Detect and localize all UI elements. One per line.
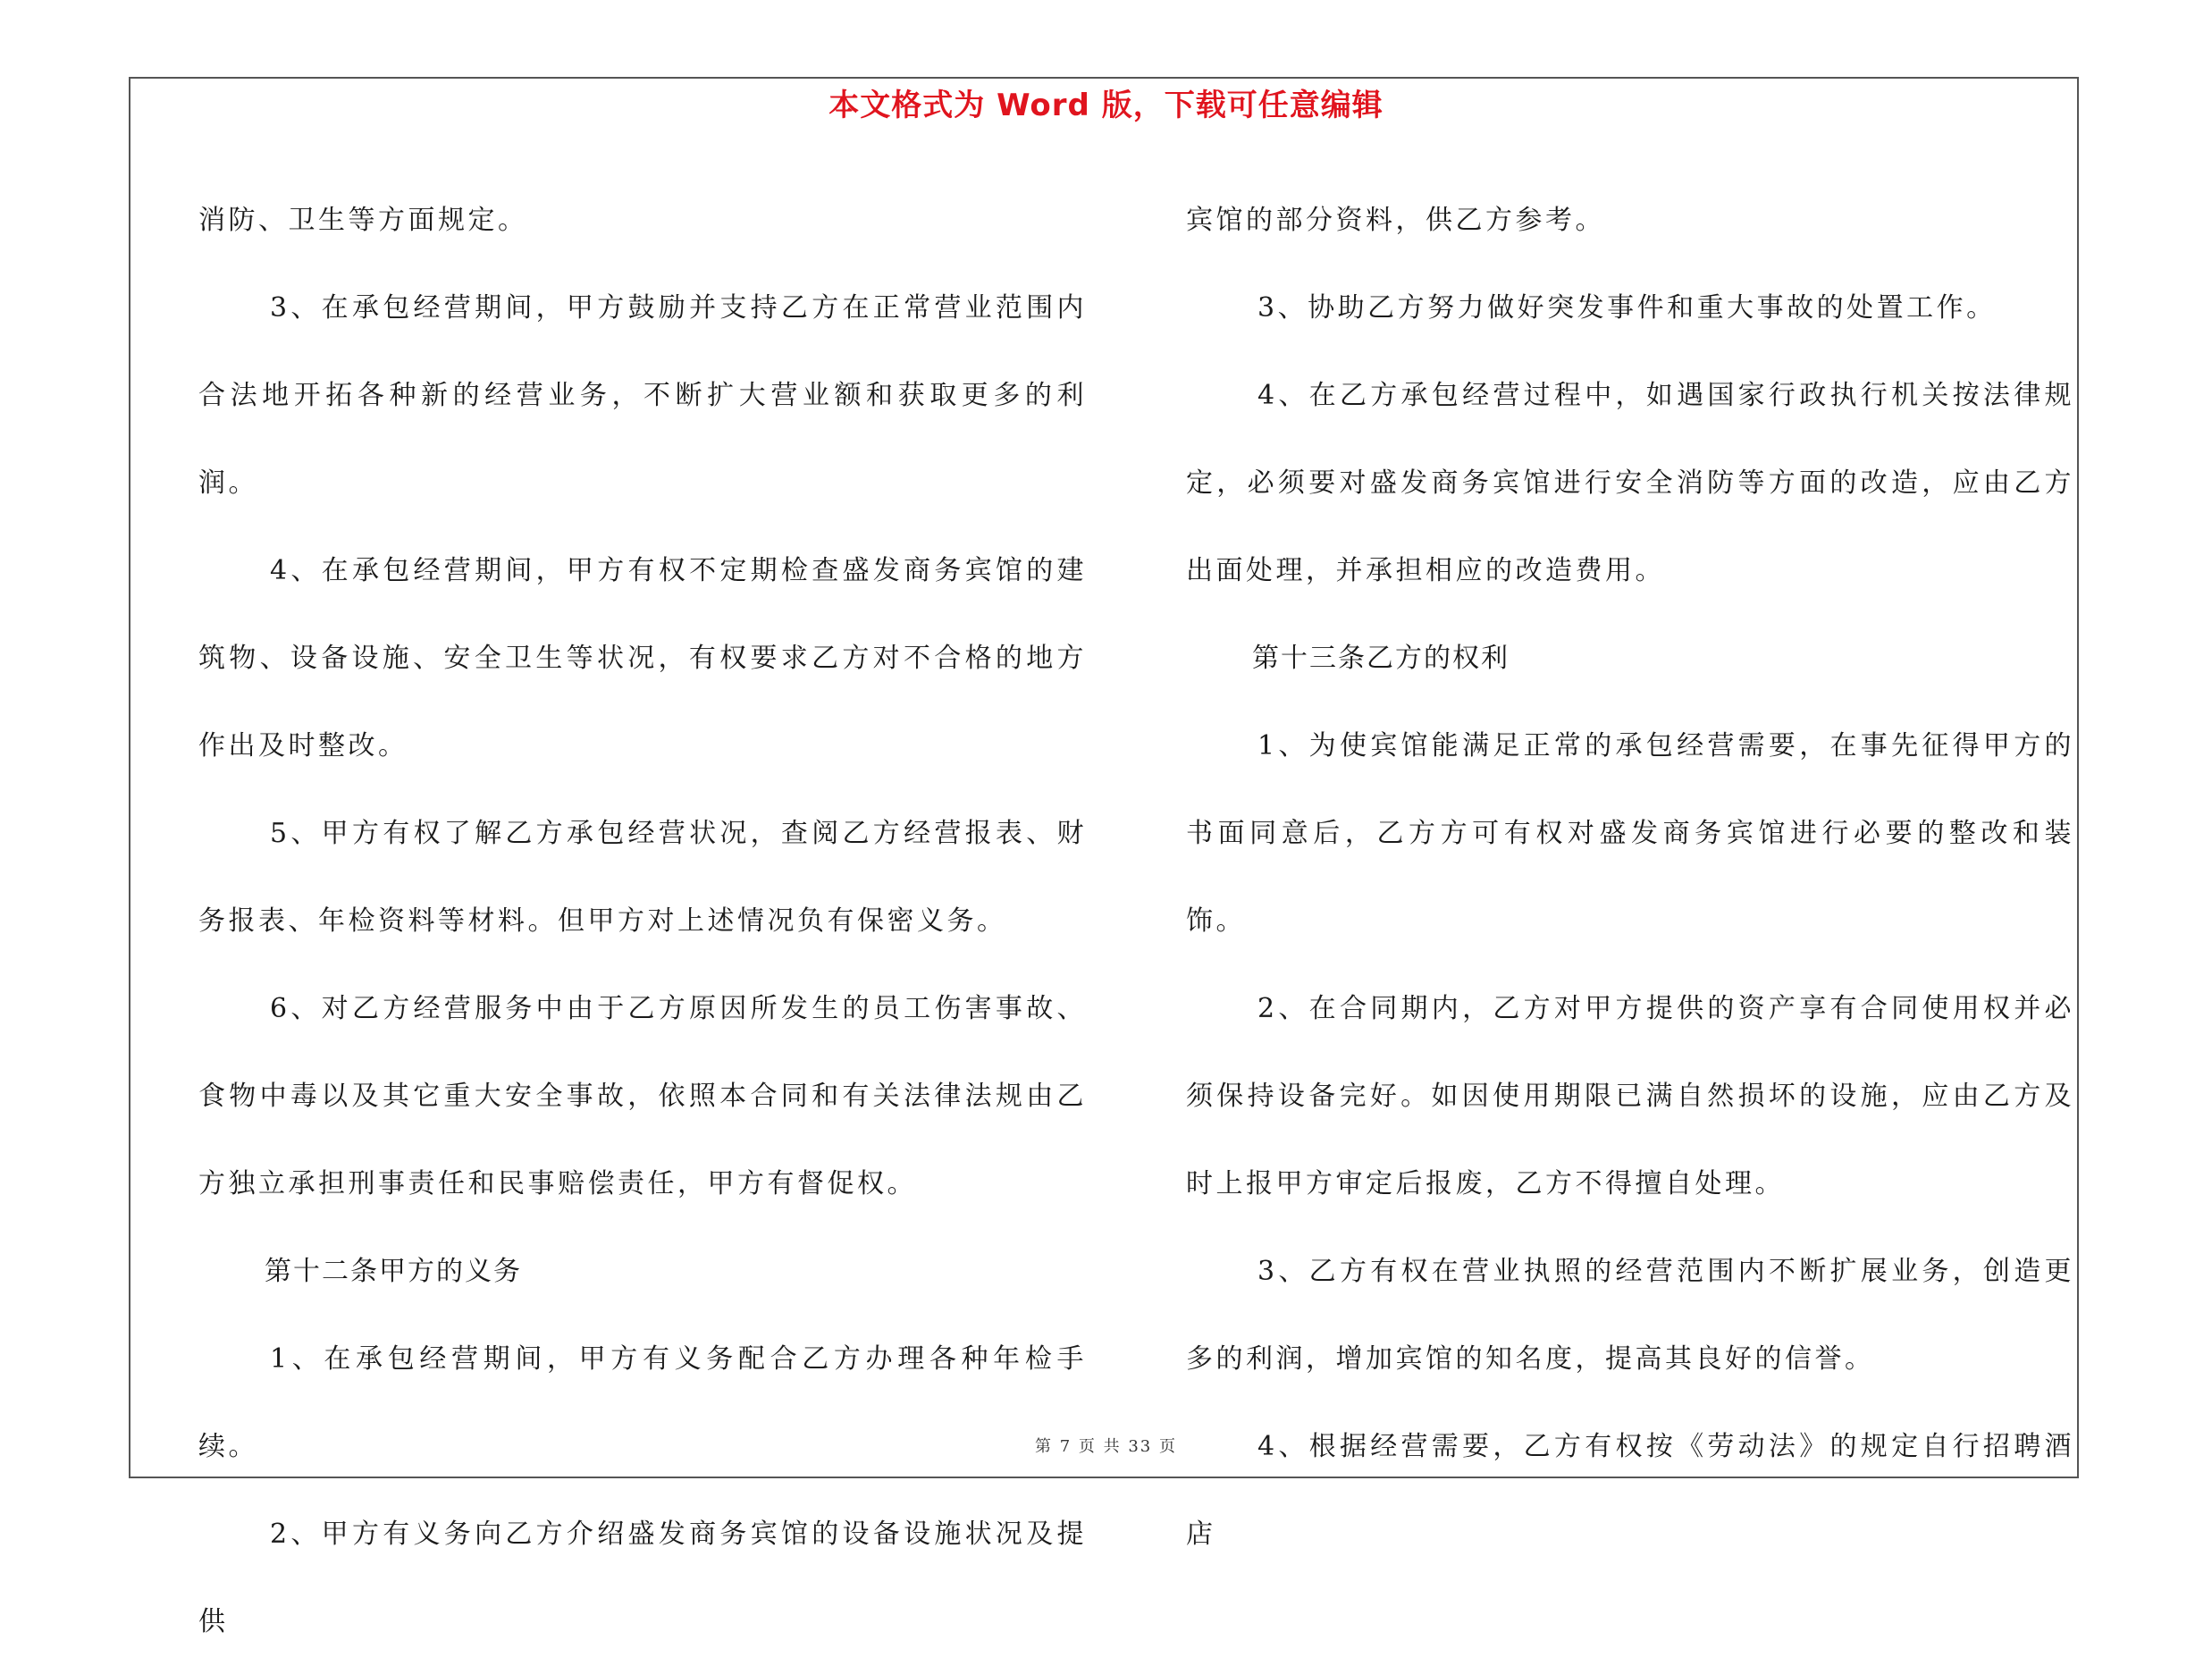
left-paragraph-3: 5、甲方有权了解乙方承包经营状况，查阅乙方经营报表、财务报表、年检资料等材料。但甲方对上述情况负有保密义务。 bbox=[198, 818, 1087, 937]
left-paragraph-2: 4、在承包经营期间，甲方有权不定期检查盛发商务宾馆的建筑物、设备设施、安全卫生等状况，有权要求乙方对不合格的地方作出及时整改。 bbox=[198, 555, 1087, 761]
right-paragraph-7: 4、根据经营需要，乙方有权按《劳动法》的规定自行招聘酒店 bbox=[1186, 1431, 2074, 1550]
left-paragraph-4: 6、对乙方经营服务中由于乙方原因所发生的员工伤害事故、食物中毒以及其它重大安全事故，依照本合同和有关法律法规由乙方独立承担刑事责任和民事赔偿责任，甲方有督促权。 bbox=[198, 993, 1087, 1199]
right-paragraph-4: 1、为使宾馆能满足正常的承包经营需要，在事先征得甲方的书面同意后，乙方方可有权对盛发商务宾馆进行必要的整改和装饰。 bbox=[1186, 730, 2074, 937]
right-column bbox=[1186, 177, 2074, 1578]
right-paragraph-2: 4、在乙方承包经营过程中，如遇国家行政执行机关按法律规定，必须要对盛发商务宾馆进行安全消防等方面的改造，应由乙方出面处理，并承担相应的改造费用。 bbox=[1186, 380, 2074, 586]
right-paragraph-5: 2、在合同期内，乙方对甲方提供的资产享有合同使用权并必须保持设备完好。如因使用期限已满自然损坏的设施，应由乙方及时上报甲方审定后报废，乙方不得擅自处理。 bbox=[1186, 993, 2074, 1199]
right-paragraph-6: 3、乙方有权在营业执照的经营范围内不断扩展业务，创造更多的利润，增加宾馆的知名度，提高其良好的信誉。 bbox=[1186, 1256, 2074, 1375]
left-paragraph-1: 3、在承包经营期间，甲方鼓励并支持乙方在正常营业范围内合法地开拓各种新的经营业务，不断扩大营业额和获取更多的利润。 bbox=[198, 292, 1087, 499]
left-paragraph-0: 消防、卫生等方面规定。 bbox=[198, 205, 528, 236]
section-heading-article-12: 第十二条甲方的义务 bbox=[265, 1256, 522, 1287]
right-paragraph-1: 3、协助乙方努力做好突发事件和重大事故的处置工作。 bbox=[1257, 292, 1997, 324]
word-format-banner: 本文格式为 Word 版，下载可任意编辑 bbox=[828, 88, 1384, 123]
page-number-footer: 第 7 页 共 33 页 bbox=[1035, 1437, 1177, 1456]
right-paragraph-0: 宾馆的部分资料，供乙方参考。 bbox=[1186, 205, 1605, 236]
left-paragraph-6: 1、在承包经营期间，甲方有义务配合乙方办理各种年检手续。 bbox=[198, 1343, 1087, 1462]
left-paragraph-7: 2、甲方有义务向乙方介绍盛发商务宾馆的设备设施状况及提供 bbox=[198, 1519, 1087, 1637]
section-heading-article-13: 第十三条乙方的权利 bbox=[1252, 643, 1510, 674]
